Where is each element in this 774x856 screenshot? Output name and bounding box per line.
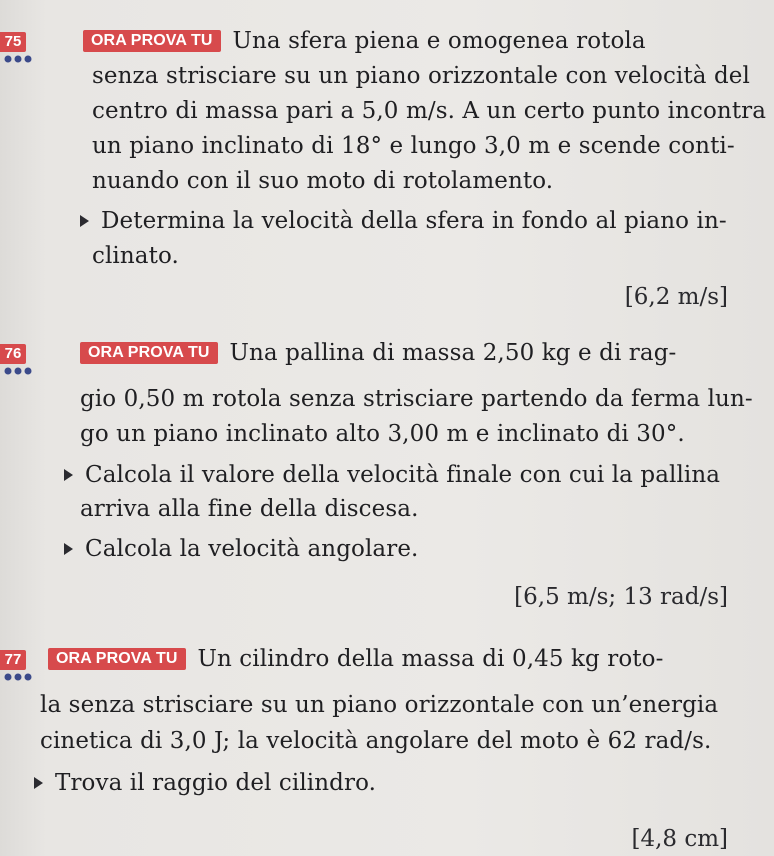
answer: [6,5 m/s; 13 rad/s] xyxy=(514,584,728,610)
difficulty-dots-icon xyxy=(2,54,38,64)
ora-prova-tu-badge: ORA PROVA TU xyxy=(83,30,221,52)
difficulty-dots-icon xyxy=(2,366,38,376)
answer: [6,2 m/s] xyxy=(624,284,728,310)
exercise-text-line: la senza strisciare su un piano orizzontale con un’energia xyxy=(40,692,719,718)
task-text: clinato. xyxy=(92,243,179,269)
bullet-triangle-icon xyxy=(34,777,43,789)
task-line xyxy=(64,460,720,490)
bullet-triangle-icon xyxy=(64,469,73,481)
exercise-text-line: go un piano inclinato alto 3,00 m e inclinato di 30°. xyxy=(80,421,685,447)
task-text: Calcola la velocità angolare. xyxy=(85,536,419,562)
task-text: Trova il raggio del cilindro. xyxy=(55,770,377,796)
exercise-text-line: cinetica di 3,0 J; la velocità angolare del moto è 62 rad/s. xyxy=(40,728,712,754)
task-line xyxy=(64,534,418,564)
exercise-number: 76 xyxy=(0,344,26,364)
exercise-text-line: Una sfera piena e omogenea rotola xyxy=(232,28,646,54)
ora-prova-tu-badge: ORA PROVA TU xyxy=(48,648,186,670)
exercise-first-line xyxy=(83,26,646,56)
task-text: arriva alla fine della discesa. xyxy=(80,496,419,522)
exercise-text-line: centro di massa pari a 5,0 m/s. A un certo punto incontra xyxy=(92,98,767,124)
exercise-text-line: senza strisciare su un piano orizzontale con velocità del xyxy=(92,63,750,89)
exercise-first-line xyxy=(80,338,676,368)
exercise-text-line: nuando con il suo moto di rotolamento. xyxy=(92,168,554,194)
task-text: Calcola il valore della velocità finale con cui la pallina xyxy=(85,462,721,488)
task-line xyxy=(80,206,727,236)
task-line xyxy=(34,768,376,798)
exercise-number: 77 xyxy=(0,650,26,670)
bullet-triangle-icon xyxy=(80,215,89,227)
ora-prova-tu-badge: ORA PROVA TU xyxy=(80,342,218,364)
exercise-number: 75 xyxy=(0,32,26,52)
exercise-text-line: Una pallina di massa 2,50 kg e di rag- xyxy=(229,340,677,366)
answer: [4,8 cm] xyxy=(631,826,728,852)
exercise-first-line xyxy=(48,644,663,674)
difficulty-dots-icon xyxy=(2,672,38,682)
exercise-text-line: gio 0,50 m rotola senza strisciare partendo da ferma lun- xyxy=(80,386,753,412)
task-text: Determina la velocità della sfera in fondo al piano in- xyxy=(101,208,727,234)
exercise-text-line: un piano inclinato di 18° e lungo 3,0 m e scende conti- xyxy=(92,133,735,159)
bullet-triangle-icon xyxy=(64,543,73,555)
exercise-text-line: Un cilindro della massa di 0,45 kg roto- xyxy=(197,646,664,672)
